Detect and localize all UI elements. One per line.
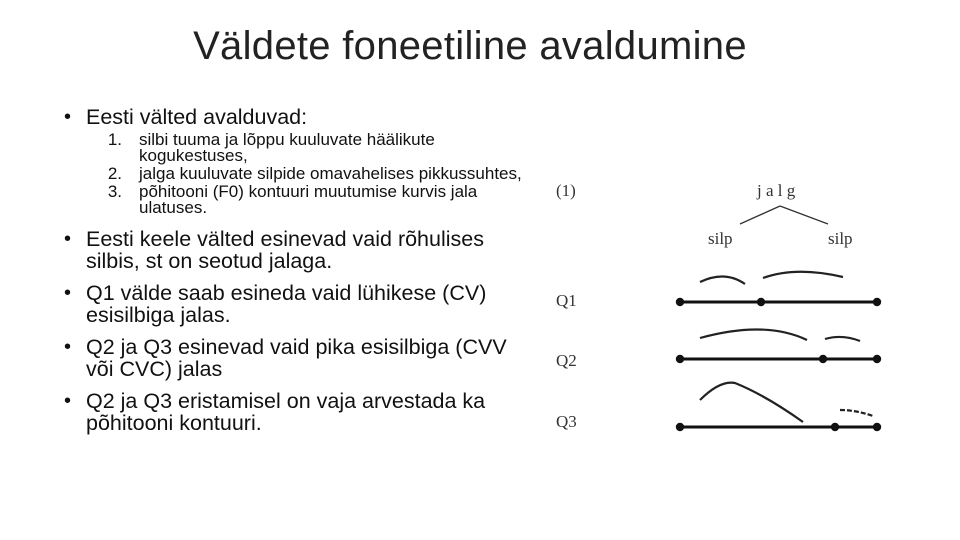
boundary-dot — [873, 355, 881, 363]
f0-contour — [763, 272, 843, 278]
bullet-item: • Q2 ja Q3 eristamisel on vaja arvestada ka põhitooni kontuuri. — [64, 390, 534, 434]
figure-label: (1) — [556, 181, 576, 200]
syllable-label-left: silp — [708, 229, 733, 248]
syllable-label-right: silp — [828, 229, 853, 248]
boundary-dot — [831, 423, 839, 431]
boundary-dot — [676, 423, 684, 431]
row-label-q1: Q1 — [556, 291, 577, 310]
boundary-dot — [873, 423, 881, 431]
item-text: jalga kuuluvate silpide omavahelises pikkussuhtes, — [139, 164, 522, 183]
boundary-dot — [873, 298, 881, 306]
item-number: 2. — [107, 164, 122, 183]
bullet-item: • Q2 ja Q3 esinevad vaid pika esisilbiga (CVV või CVC) jalas — [64, 336, 534, 380]
f0-contour — [825, 337, 860, 341]
f0-contour — [700, 276, 745, 284]
numbered-item — [64, 184, 534, 216]
contour-figure — [550, 170, 910, 450]
item-number: 1. — [107, 130, 122, 149]
f0-contour — [840, 410, 873, 416]
numbered-list — [64, 132, 534, 216]
boundary-dot — [676, 355, 684, 363]
tree-branch-right — [780, 206, 828, 224]
row-label-q2: Q2 — [556, 351, 577, 370]
item-text: silbi tuuma ja lõppu kuuluvate häälikute kogukestuses, — [139, 130, 435, 165]
item-text: põhitooni (F0) kontuuri muutumise kurvis jala ulatuses. — [139, 182, 478, 217]
f0-contour — [700, 383, 803, 422]
bullet-item: • Eesti keele välted esinevad vaid rõhulises silbis, st on seotud jalaga. — [64, 228, 534, 272]
bullet-item: • Q1 välde saab esineda vaid lühikese (CV) esisilbiga jalas. — [64, 282, 534, 326]
tree-branch-left — [740, 206, 780, 224]
boundary-dot — [819, 355, 827, 363]
slide-content — [64, 106, 534, 434]
numbered-item — [64, 132, 534, 164]
numbered-item — [64, 166, 534, 182]
row-label-q3: Q3 — [556, 412, 577, 431]
boundary-dot — [757, 298, 765, 306]
item-number: 3. — [107, 182, 122, 201]
tree-root-label: j a l g — [757, 181, 796, 200]
slide-title: Väldete foneetiline avaldumine — [193, 24, 747, 68]
f0-contour — [700, 329, 807, 340]
boundary-dot — [676, 298, 684, 306]
bullet-intro: • Eesti välted avalduvad: — [64, 106, 534, 128]
